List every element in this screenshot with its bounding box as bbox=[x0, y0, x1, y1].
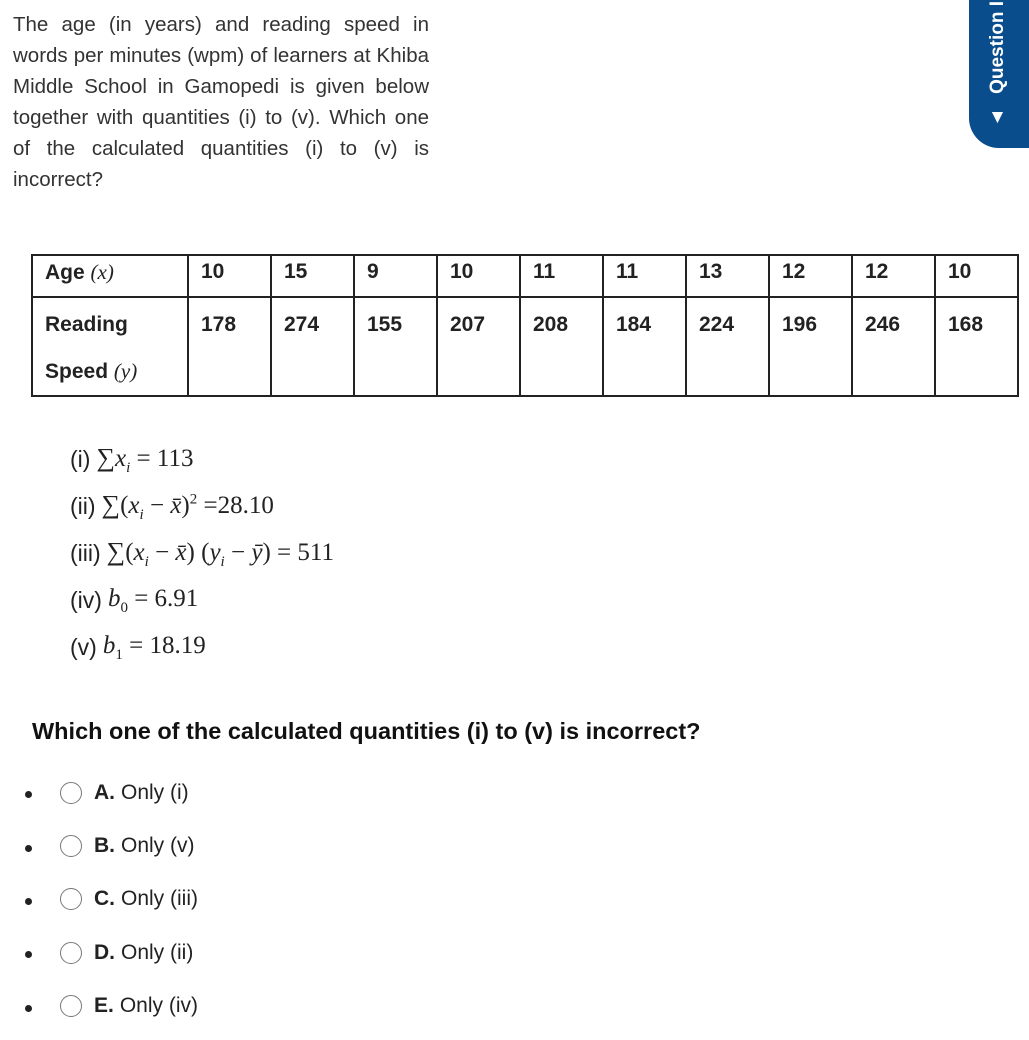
speed-cell: 184 bbox=[603, 297, 686, 396]
option-label[interactable]: Only (i) bbox=[121, 780, 189, 804]
age-cell: 12 bbox=[769, 255, 852, 297]
speed-cell: 207 bbox=[437, 297, 520, 396]
speed-header-cell bbox=[32, 297, 188, 396]
formula-value: 113 bbox=[156, 444, 194, 472]
formula-value: 511 bbox=[297, 538, 334, 566]
option-letter: A. bbox=[94, 780, 115, 804]
formula-expression: $\sum(x_i$ − x̄) ($y_i$ − ȳ) = 511 bbox=[106, 536, 334, 570]
age-variable: (x) bbox=[90, 260, 114, 284]
formula-expression: $\sum(x_i$ − x̄)$^2$ =28.10 bbox=[101, 489, 274, 523]
radio-button[interactable] bbox=[60, 995, 82, 1017]
age-cell: 11 bbox=[520, 255, 603, 297]
speed-cell: 208 bbox=[520, 297, 603, 396]
formula-expression: $\sum x_i = 113$ bbox=[96, 442, 194, 476]
option-letter: E. bbox=[94, 994, 114, 1018]
formula-value: 28.10 bbox=[217, 491, 274, 519]
speed-cell: 155 bbox=[354, 297, 437, 396]
age-cell: 12 bbox=[852, 255, 935, 297]
formula-i bbox=[70, 436, 334, 483]
speed-cell: 274 bbox=[271, 297, 354, 396]
option-letter: B. bbox=[94, 834, 115, 858]
data-table bbox=[31, 254, 1019, 397]
formula-value: 18.19 bbox=[149, 631, 206, 659]
bullet-dot bbox=[25, 791, 32, 798]
formula-expression: $b_1 = 18.19$ bbox=[102, 631, 206, 663]
question-side-tab[interactable] bbox=[969, 0, 1029, 148]
option-a[interactable] bbox=[25, 766, 198, 819]
age-cell: 11 bbox=[603, 255, 686, 297]
speed-variable: (y) bbox=[113, 359, 138, 383]
radio-button[interactable] bbox=[60, 888, 82, 910]
option-d[interactable] bbox=[25, 926, 198, 979]
formula-expression: $b_0 = 6.91$ bbox=[107, 584, 199, 616]
option-letter: C. bbox=[94, 887, 115, 911]
radio-button[interactable] bbox=[60, 782, 82, 804]
speed-header-label-2: Speed bbox=[45, 360, 109, 383]
age-header-cell bbox=[32, 255, 188, 297]
option-e[interactable] bbox=[25, 980, 198, 1033]
bullet-dot bbox=[25, 951, 32, 958]
formula-label: (iv) bbox=[70, 587, 102, 613]
question-intro-text: The age (in years) and reading speed in words per minutes (wpm) of learners at Khiba Middle School in Gamopedi is given below together with quantities (i) to (v). Which one of the calculated quantities (i) to (v) is incorrect? bbox=[13, 13, 429, 191]
question-text: Which one of the calculated quantities (i) to (v) is incorrect? bbox=[32, 718, 701, 744]
formula-iii bbox=[70, 530, 334, 577]
answer-options bbox=[25, 766, 198, 1033]
option-c[interactable] bbox=[25, 873, 198, 926]
option-label[interactable]: Only (ii) bbox=[121, 940, 194, 964]
age-row bbox=[32, 255, 1018, 297]
age-cell: 10 bbox=[437, 255, 520, 297]
formula-label: (iii) bbox=[70, 540, 101, 566]
option-b[interactable] bbox=[25, 819, 198, 872]
formula-v bbox=[70, 624, 334, 671]
age-cell: 9 bbox=[354, 255, 437, 297]
formula-label: (v) bbox=[70, 634, 97, 660]
option-label[interactable]: Only (iii) bbox=[121, 887, 198, 911]
speed-cell: 224 bbox=[686, 297, 769, 396]
age-cell: 13 bbox=[686, 255, 769, 297]
formula-ii bbox=[70, 483, 334, 530]
formula-label: (ii) bbox=[70, 493, 96, 519]
age-cell: 15 bbox=[271, 255, 354, 297]
age-header-label: Age bbox=[45, 261, 85, 284]
formula-value: 6.91 bbox=[154, 584, 199, 612]
radio-button[interactable] bbox=[60, 942, 82, 964]
formula-label: (i) bbox=[70, 446, 91, 472]
option-label[interactable]: Only (v) bbox=[121, 834, 195, 858]
triangle-left-icon: ▲ bbox=[987, 107, 1008, 128]
speed-cell: 168 bbox=[935, 297, 1018, 396]
radio-button[interactable] bbox=[60, 835, 82, 857]
side-tab-label: Question I bbox=[987, 0, 1008, 94]
bullet-dot bbox=[25, 898, 32, 905]
speed-cell: 178 bbox=[188, 297, 271, 396]
bullet-dot bbox=[25, 845, 32, 852]
speed-header-label-1: Reading bbox=[45, 313, 128, 336]
formula-iv bbox=[70, 577, 334, 624]
age-cell: 10 bbox=[188, 255, 271, 297]
bullet-dot bbox=[25, 1005, 32, 1012]
option-letter: D. bbox=[94, 940, 115, 964]
speed-cell: 246 bbox=[852, 297, 935, 396]
option-label[interactable]: Only (iv) bbox=[119, 994, 199, 1018]
speed-cell: 196 bbox=[769, 297, 852, 396]
formula-list bbox=[70, 436, 334, 671]
age-cell: 10 bbox=[935, 255, 1018, 297]
speed-row bbox=[32, 297, 1018, 396]
